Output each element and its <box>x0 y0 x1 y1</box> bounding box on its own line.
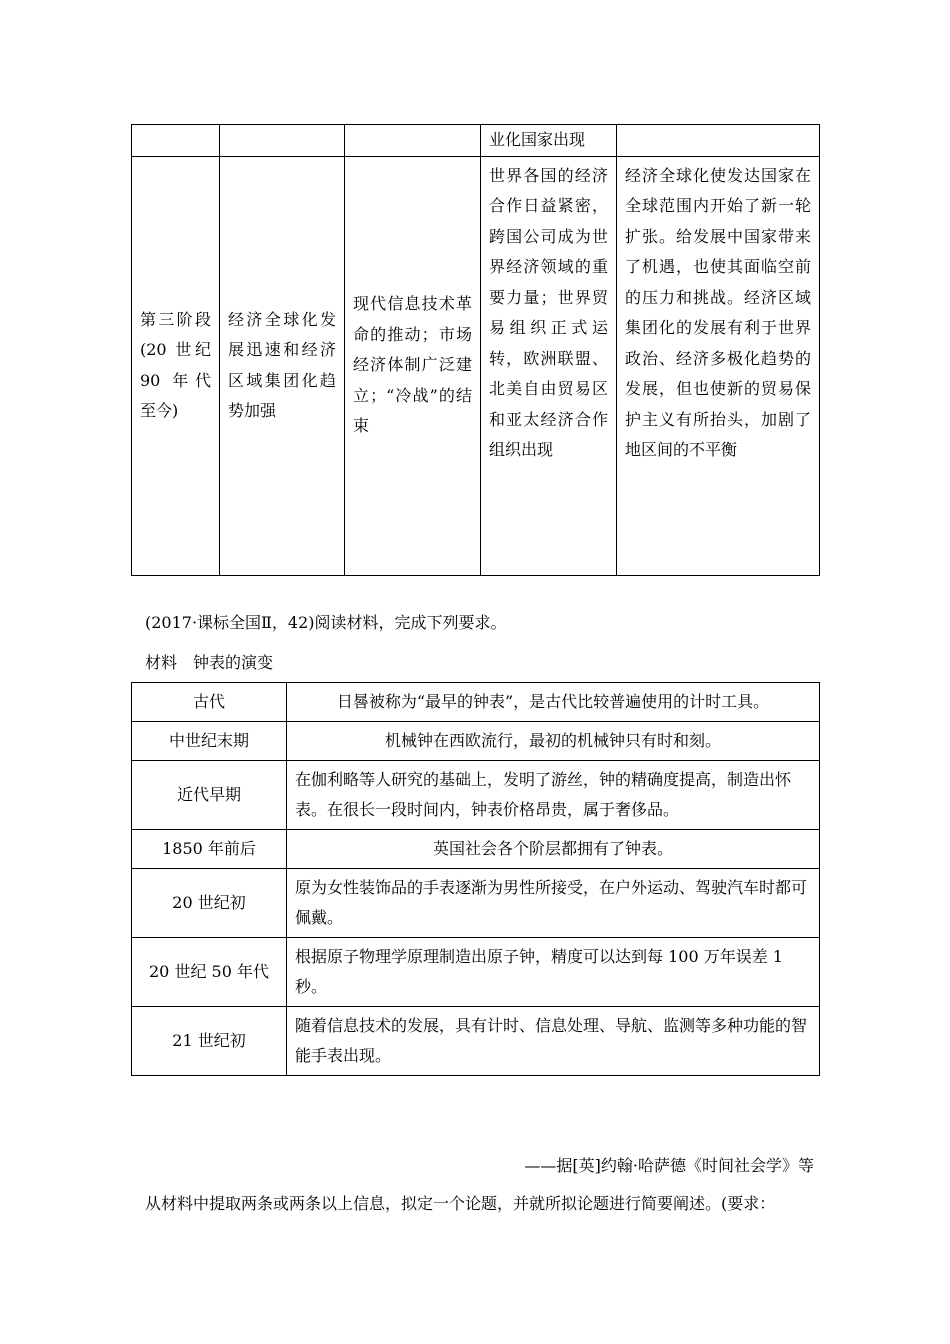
requirement-text: 从材料中提取两条或两条以上信息，拟定一个论题，并就所拟论题进行简要阐述。(要求： <box>145 1194 776 1213</box>
stage-cell: 第三阶段(20 世纪 90 年代至今) <box>132 156 220 575</box>
table-cell <box>617 125 820 157</box>
question-intro: (2017·课标全国Ⅱ，42)阅读材料，完成下列要求。 <box>145 613 507 632</box>
desc-cell: 在伽利略等人研究的基础上，发明了游丝，钟的精确度提高，制造出怀表。在很长一段时间内，钟表价格昂贵，属于奢侈品。 <box>287 761 820 830</box>
desc-cell: 日晷被称为“最早的钟表”，是古代比较普遍使用的计时工具。 <box>287 683 820 722</box>
era-cell: 20 世纪初 <box>132 869 287 938</box>
era-cell: 古代 <box>132 683 287 722</box>
table-row <box>132 722 820 761</box>
feature-cell: 经济全球化发展迅速和经济区域集团化趋势加强 <box>220 156 345 575</box>
table-row <box>132 156 820 575</box>
desc-cell: 英国社会各个阶层都拥有了钟表。 <box>287 830 820 869</box>
table-row <box>132 125 820 157</box>
desc-cell: 随着信息技术的发展，具有计时、信息处理、导航、监测等多种功能的智能手表出现。 <box>287 1007 820 1076</box>
source-citation: ——据[英]约翰·哈萨德《时间社会学》等 <box>524 1156 814 1175</box>
clock-evolution-table <box>131 682 820 1076</box>
table-row <box>132 830 820 869</box>
table-cell: 业化国家出现 <box>481 125 617 157</box>
table-cell <box>345 125 481 157</box>
table-row <box>132 683 820 722</box>
impact-cell: 经济全球化使发达国家在全球范围内开始了新一轮扩张。给发展中国家带来了机遇，也使其面临空前的压力和挑战。经济区域集团化的发展有利于世界政治、经济多极化趋势的发展，但也使新的贸易保护主义有所抬头，加剧了地区间的不平衡 <box>617 156 820 575</box>
table-row <box>132 869 820 938</box>
era-cell: 近代早期 <box>132 761 287 830</box>
table-cell <box>132 125 220 157</box>
table-row <box>132 761 820 830</box>
table-row <box>132 938 820 1007</box>
era-cell: 20 世纪 50 年代 <box>132 938 287 1007</box>
economic-globalization-table <box>131 124 820 576</box>
manifestation-cell: 世界各国的经济合作日益紧密，跨国公司成为世界经济领域的重要力量；世界贸易组织正式运转，欧洲联盟、北美自由贸易区和亚太经济合作组织出现 <box>481 156 617 575</box>
desc-cell: 机械钟在西欧流行，最初的机械钟只有时和刻。 <box>287 722 820 761</box>
table-row <box>132 1007 820 1076</box>
era-cell: 1850 年前后 <box>132 830 287 869</box>
cause-cell: 现代信息技术革命的推动；市场经济体制广泛建立；“冷战”的结束 <box>345 156 481 575</box>
material-title: 材料 钟表的演变 <box>145 653 274 672</box>
desc-cell: 原为女性装饰品的手表逐渐为男性所接受，在户外运动、驾驶汽车时都可佩戴。 <box>287 869 820 938</box>
era-cell: 中世纪末期 <box>132 722 287 761</box>
table-cell <box>220 125 345 157</box>
era-cell: 21 世纪初 <box>132 1007 287 1076</box>
desc-cell: 根据原子物理学原理制造出原子钟，精度可以达到每 100 万年误差 1 秒。 <box>287 938 820 1007</box>
